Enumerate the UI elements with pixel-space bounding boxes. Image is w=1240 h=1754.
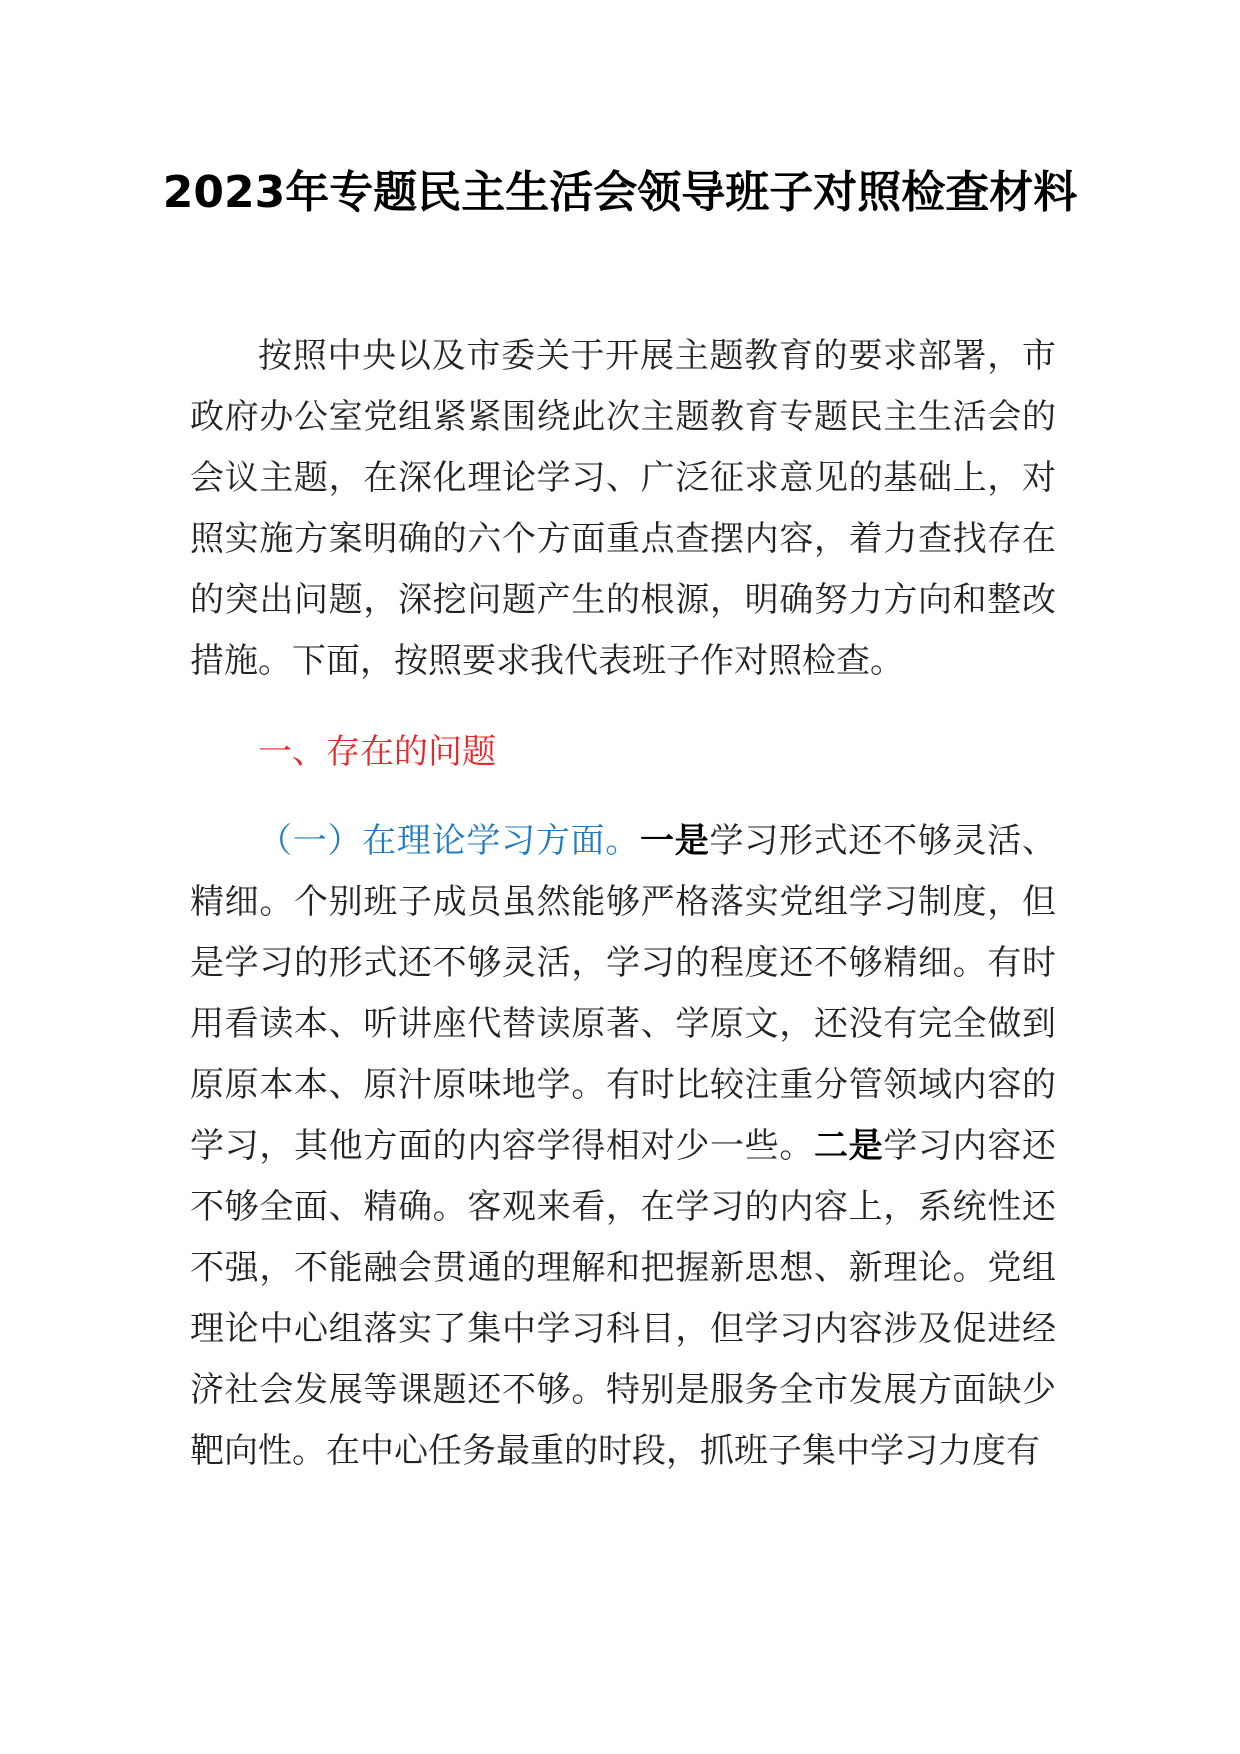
point-one-text: 学习形式还不够灵活、精细。个别班子成员虽然能够严格落实党组学习制度，但是学习的形式还不够灵活，学习的程度还不够精细。有时用看读本、听讲座代替读原著、学原文，还没有完全做到原原本本、原汁原味地学。有时比较注重分管领域内容的学习，其他方面的内容学得相对少一些。 xyxy=(190,821,1057,1166)
point-two-label: 二是 xyxy=(814,1126,884,1166)
document-body xyxy=(190,326,1056,1482)
subsection-heading: （一）在理论学习方面。 xyxy=(258,821,640,861)
section-heading: 一、存在的问题 xyxy=(258,732,496,772)
theory-study-paragraph xyxy=(190,811,1056,1482)
document-title: 2023年专题民主生活会领导班子对照检查材料 xyxy=(162,167,1078,218)
intro-paragraph: 按照中央以及市委关于开展主题教育的要求部署，市政府办公室党组紧紧围绕此次主题教育专题民主生活会的会议主题，在深化理论学习、广泛征求意见的基础上，对照实施方案明确的六个方面重点查摆内容，着力查找存在的突出问题，深挖问题产生的根源，明确努力方向和整改措施。下面，按照要求我代表班子作对照检查。 xyxy=(190,336,1056,681)
point-one-label: 一是 xyxy=(640,821,710,861)
point-two-text: 学习内容还不够全面、精确。客观来看，在学习的内容上，系统性还不强，不能融会贯通的理解和把握新思想、新理论。党组理论中心组落实了集中学习科目，但学习内容涉及促进经济社会发展等课题还不够。特别是服务全市发展方面缺少靶向性。在中心任务最重的时段，抓班子集中学习力度有 xyxy=(190,1126,1057,1471)
